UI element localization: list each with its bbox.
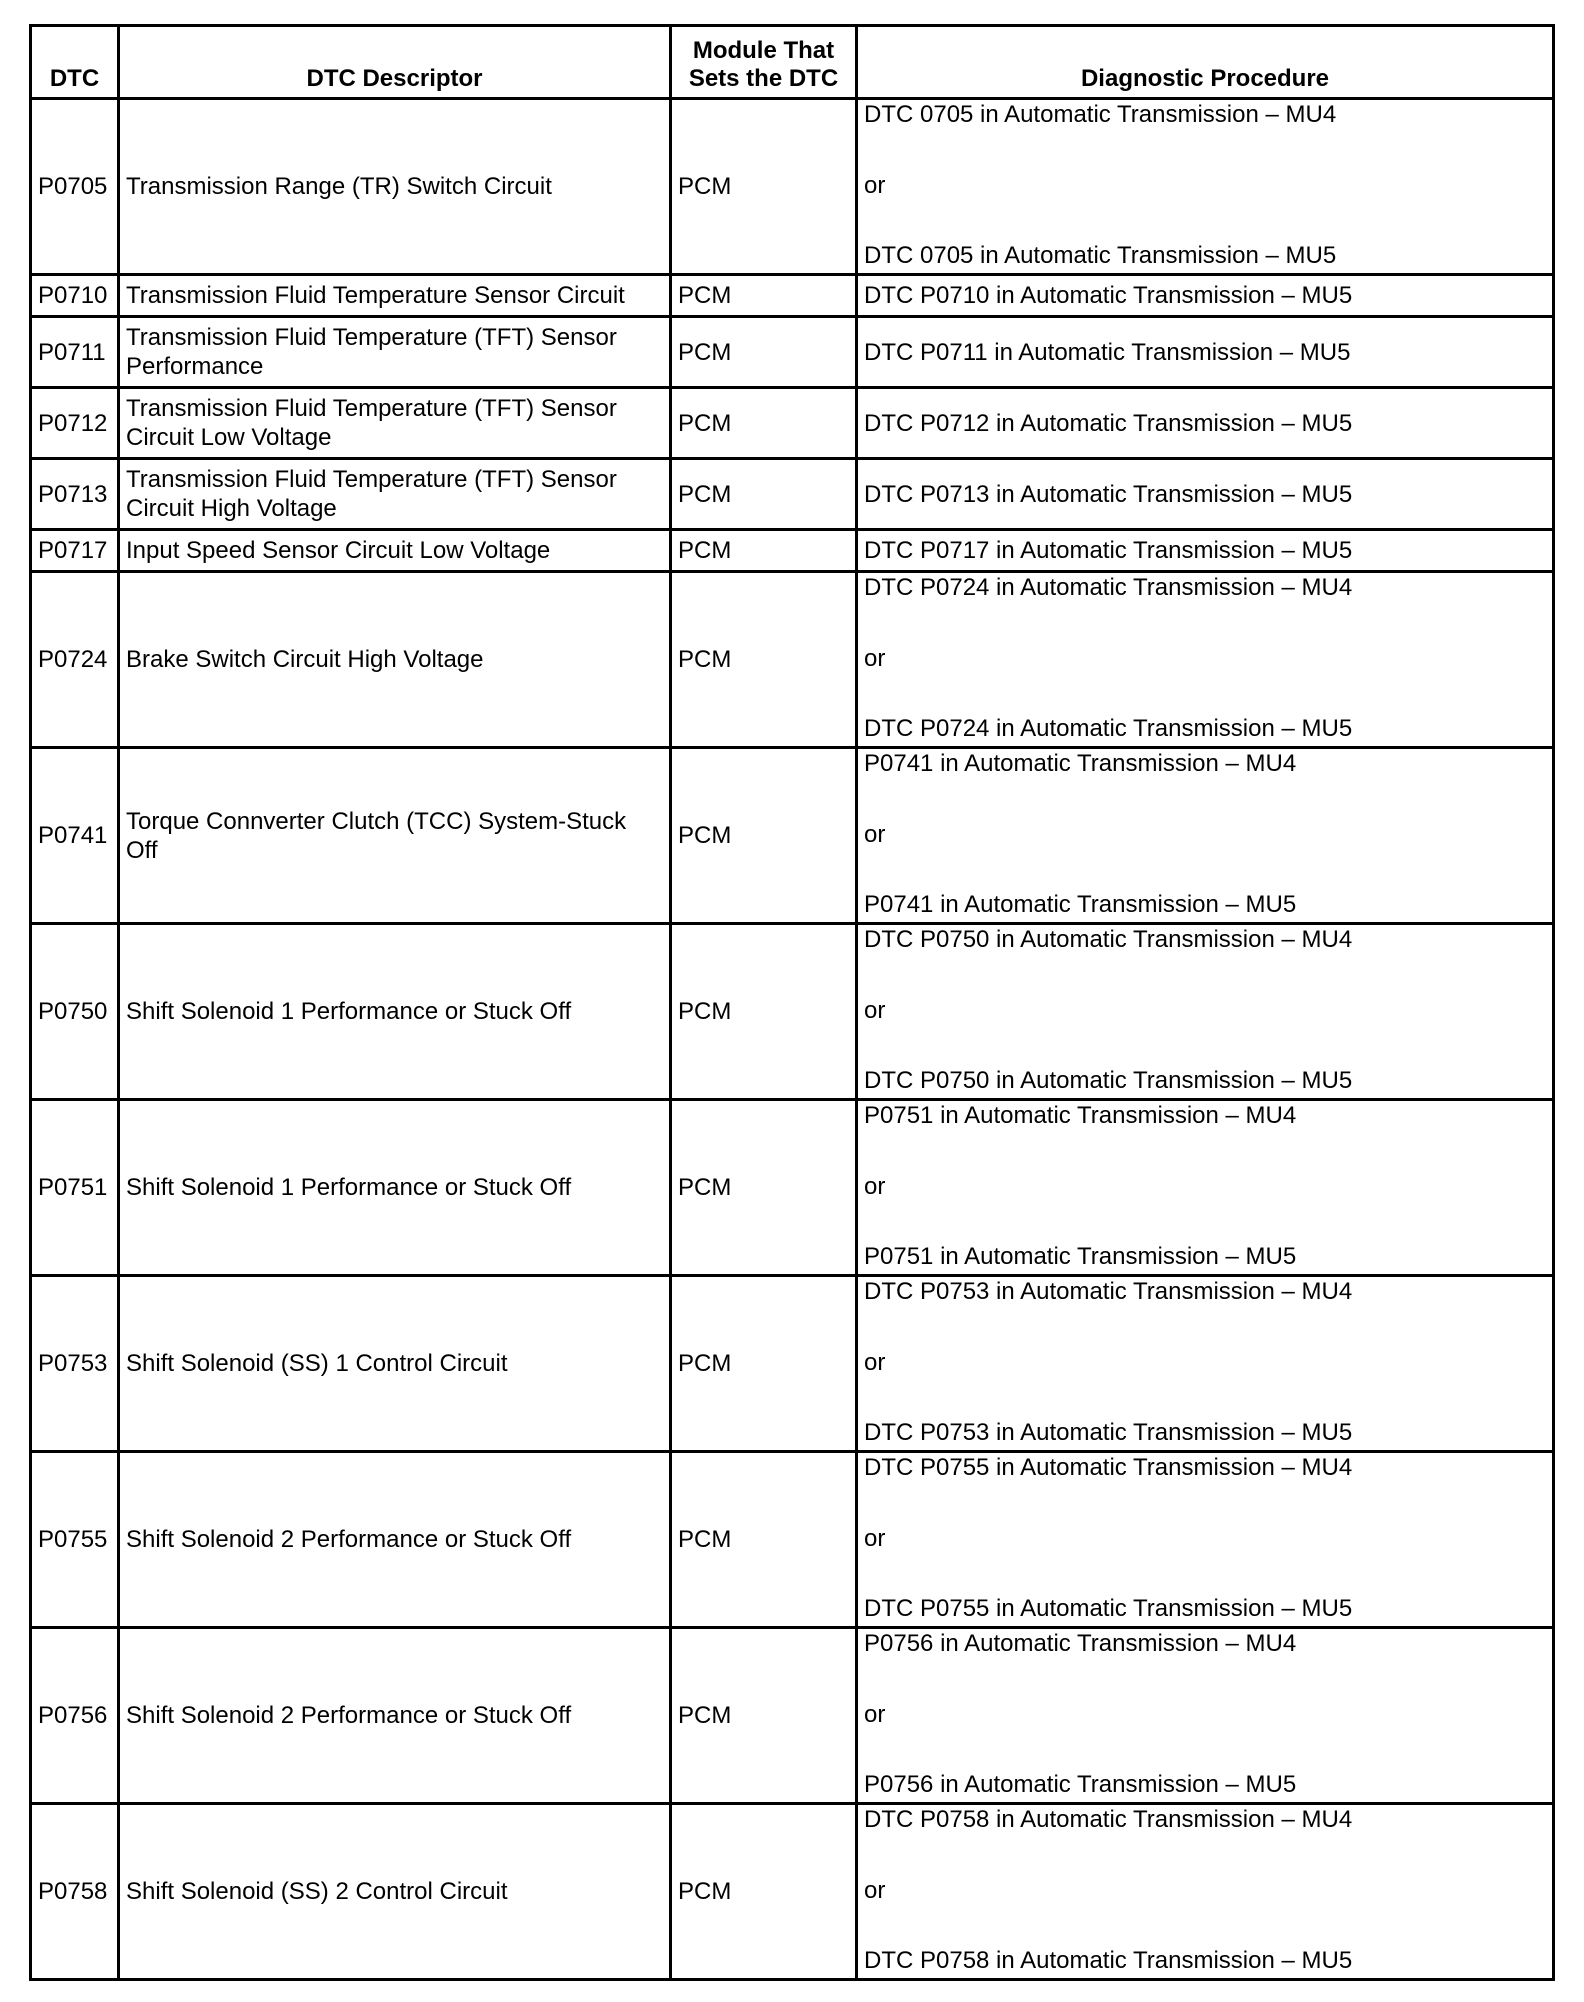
table-row xyxy=(31,388,1554,459)
procedure-or: or xyxy=(864,1348,886,1376)
diagnostic-procedure xyxy=(857,317,1554,388)
procedure-link[interactable]: P0751 in Automatic Transmission – MU5 xyxy=(864,1243,1297,1270)
table-row xyxy=(31,1100,1554,1276)
table-row xyxy=(31,275,1554,317)
table-row xyxy=(31,317,1554,388)
dtc-code: P0750 xyxy=(31,924,119,1100)
dtc-code: P0756 xyxy=(31,1628,119,1804)
dtc-code: P0710 xyxy=(31,275,119,317)
dtc-code: P0711 xyxy=(31,317,119,388)
diagnostic-procedure xyxy=(857,1452,1554,1628)
procedure-or: or xyxy=(864,820,886,848)
diagnostic-procedure xyxy=(857,388,1554,459)
header-dtc: DTC xyxy=(31,26,119,99)
dtc-descriptor: Shift Solenoid 2 Performance or Stuck Off xyxy=(119,1628,671,1804)
dtc-descriptor: Transmission Fluid Temperature (TFT) Sensor Performance xyxy=(119,317,671,388)
setting-module: PCM xyxy=(671,1804,857,1980)
diagnostic-procedure xyxy=(857,530,1554,572)
table-row xyxy=(31,1804,1554,1980)
dtc-code: P0741 xyxy=(31,748,119,924)
dtc-descriptor: Transmission Range (TR) Switch Circuit xyxy=(119,99,671,275)
table-row xyxy=(31,530,1554,572)
dtc-code: P0755 xyxy=(31,1452,119,1628)
diagnostic-procedure xyxy=(857,1276,1554,1452)
dtc-code: P0758 xyxy=(31,1804,119,1980)
dtc-descriptor: Transmission Fluid Temperature (TFT) Sensor Circuit High Voltage xyxy=(119,459,671,530)
table-row xyxy=(31,459,1554,530)
procedure-link[interactable]: DTC P0753 in Automatic Transmission – MU4 xyxy=(864,1278,1353,1305)
diagnostic-procedure xyxy=(857,1804,1554,1980)
dtc-descriptor: Shift Solenoid (SS) 1 Control Circuit xyxy=(119,1276,671,1452)
setting-module: PCM xyxy=(671,317,857,388)
table-row xyxy=(31,1452,1554,1628)
setting-module: PCM xyxy=(671,530,857,572)
procedure-link[interactable]: DTC P0724 in Automatic Transmission – MU5 xyxy=(864,715,1353,742)
procedure-or: or xyxy=(864,1172,886,1200)
procedure-link[interactable]: DTC P0713 in Automatic Transmission – MU5 xyxy=(864,480,1353,508)
procedure-link[interactable]: P0751 in Automatic Transmission – MU4 xyxy=(864,1102,1297,1129)
procedure-link[interactable]: P0741 in Automatic Transmission – MU5 xyxy=(864,891,1297,918)
setting-module: PCM xyxy=(671,1276,857,1452)
table-row xyxy=(31,572,1554,748)
diagnostic-procedure xyxy=(857,1628,1554,1804)
procedure-or: or xyxy=(864,1700,886,1728)
procedure-link[interactable]: P0756 in Automatic Transmission – MU4 xyxy=(864,1630,1297,1657)
setting-module: PCM xyxy=(671,1452,857,1628)
setting-module: PCM xyxy=(671,924,857,1100)
diagnostic-procedure xyxy=(857,459,1554,530)
diagnostic-procedure xyxy=(857,99,1554,275)
procedure-or: or xyxy=(864,644,886,672)
table-row xyxy=(31,99,1554,275)
diagnostic-procedure xyxy=(857,924,1554,1100)
procedure-link[interactable]: DTC P0724 in Automatic Transmission – MU4 xyxy=(864,574,1353,601)
procedure-link[interactable]: DTC P0711 in Automatic Transmission – MU5 xyxy=(864,338,1351,366)
procedure-link[interactable]: DTC P0750 in Automatic Transmission – MU5 xyxy=(864,1067,1353,1094)
dtc-descriptor: Transmission Fluid Temperature Sensor Circuit xyxy=(119,275,671,317)
diagnostic-procedure xyxy=(857,275,1554,317)
setting-module: PCM xyxy=(671,1628,857,1804)
procedure-link[interactable]: DTC 0705 in Automatic Transmission – MU4 xyxy=(864,101,1337,128)
table-row xyxy=(31,924,1554,1100)
dtc-descriptor: Brake Switch Circuit High Voltage xyxy=(119,572,671,748)
dtc-code: P0717 xyxy=(31,530,119,572)
header-descriptor: DTC Descriptor xyxy=(119,26,671,99)
procedure-link[interactable]: DTC P0755 in Automatic Transmission – MU5 xyxy=(864,1595,1353,1622)
procedure-link[interactable]: DTC P0758 in Automatic Transmission – MU4 xyxy=(864,1806,1353,1833)
dtc-descriptor: Torque Connverter Clutch (TCC) System-Stuck Off xyxy=(119,748,671,924)
setting-module: PCM xyxy=(671,748,857,924)
dtc-descriptor: Shift Solenoid (SS) 2 Control Circuit xyxy=(119,1804,671,1980)
dtc-code: P0705 xyxy=(31,99,119,275)
dtc-descriptor: Shift Solenoid 1 Performance or Stuck Off xyxy=(119,1100,671,1276)
dtc-table xyxy=(29,24,1555,1981)
diagnostic-procedure xyxy=(857,748,1554,924)
table-row xyxy=(31,1276,1554,1452)
table-row xyxy=(31,1628,1554,1804)
procedure-link[interactable]: DTC P0717 in Automatic Transmission – MU5 xyxy=(864,537,1353,564)
setting-module: PCM xyxy=(671,275,857,317)
dtc-code: P0712 xyxy=(31,388,119,459)
procedure-link[interactable]: DTC P0750 in Automatic Transmission – MU4 xyxy=(864,926,1353,953)
dtc-code: P0713 xyxy=(31,459,119,530)
dtc-code: P0724 xyxy=(31,572,119,748)
diagnostic-procedure xyxy=(857,572,1554,748)
procedure-link[interactable]: DTC P0710 in Automatic Transmission – MU5 xyxy=(864,282,1353,309)
setting-module: PCM xyxy=(671,99,857,275)
procedure-link[interactable]: DTC P0758 in Automatic Transmission – MU5 xyxy=(864,1947,1353,1974)
dtc-descriptor: Shift Solenoid 1 Performance or Stuck Off xyxy=(119,924,671,1100)
procedure-link[interactable]: P0741 in Automatic Transmission – MU4 xyxy=(864,750,1297,777)
dtc-code: P0751 xyxy=(31,1100,119,1276)
procedure-link[interactable]: DTC P0712 in Automatic Transmission – MU5 xyxy=(864,409,1353,437)
procedure-link[interactable]: DTC 0705 in Automatic Transmission – MU5 xyxy=(864,242,1337,269)
procedure-or: or xyxy=(864,171,886,199)
procedure-link[interactable]: DTC P0753 in Automatic Transmission – MU5 xyxy=(864,1419,1353,1446)
dtc-descriptor: Shift Solenoid 2 Performance or Stuck Off xyxy=(119,1452,671,1628)
table-header-row xyxy=(31,26,1554,99)
setting-module: PCM xyxy=(671,572,857,748)
dtc-descriptor: Transmission Fluid Temperature (TFT) Sensor Circuit Low Voltage xyxy=(119,388,671,459)
dtc-code: P0753 xyxy=(31,1276,119,1452)
header-module: Module That Sets the DTC xyxy=(671,26,857,99)
procedure-or: or xyxy=(864,1524,886,1552)
procedure-link[interactable]: DTC P0755 in Automatic Transmission – MU4 xyxy=(864,1454,1353,1481)
setting-module: PCM xyxy=(671,1100,857,1276)
procedure-or: or xyxy=(864,996,886,1024)
procedure-link[interactable]: P0756 in Automatic Transmission – MU5 xyxy=(864,1771,1297,1798)
diagnostic-procedure xyxy=(857,1100,1554,1276)
setting-module: PCM xyxy=(671,388,857,459)
table-row xyxy=(31,748,1554,924)
header-procedure: Diagnostic Procedure xyxy=(857,26,1554,99)
procedure-or: or xyxy=(864,1876,886,1904)
dtc-descriptor: Input Speed Sensor Circuit Low Voltage xyxy=(119,530,671,572)
setting-module: PCM xyxy=(671,459,857,530)
